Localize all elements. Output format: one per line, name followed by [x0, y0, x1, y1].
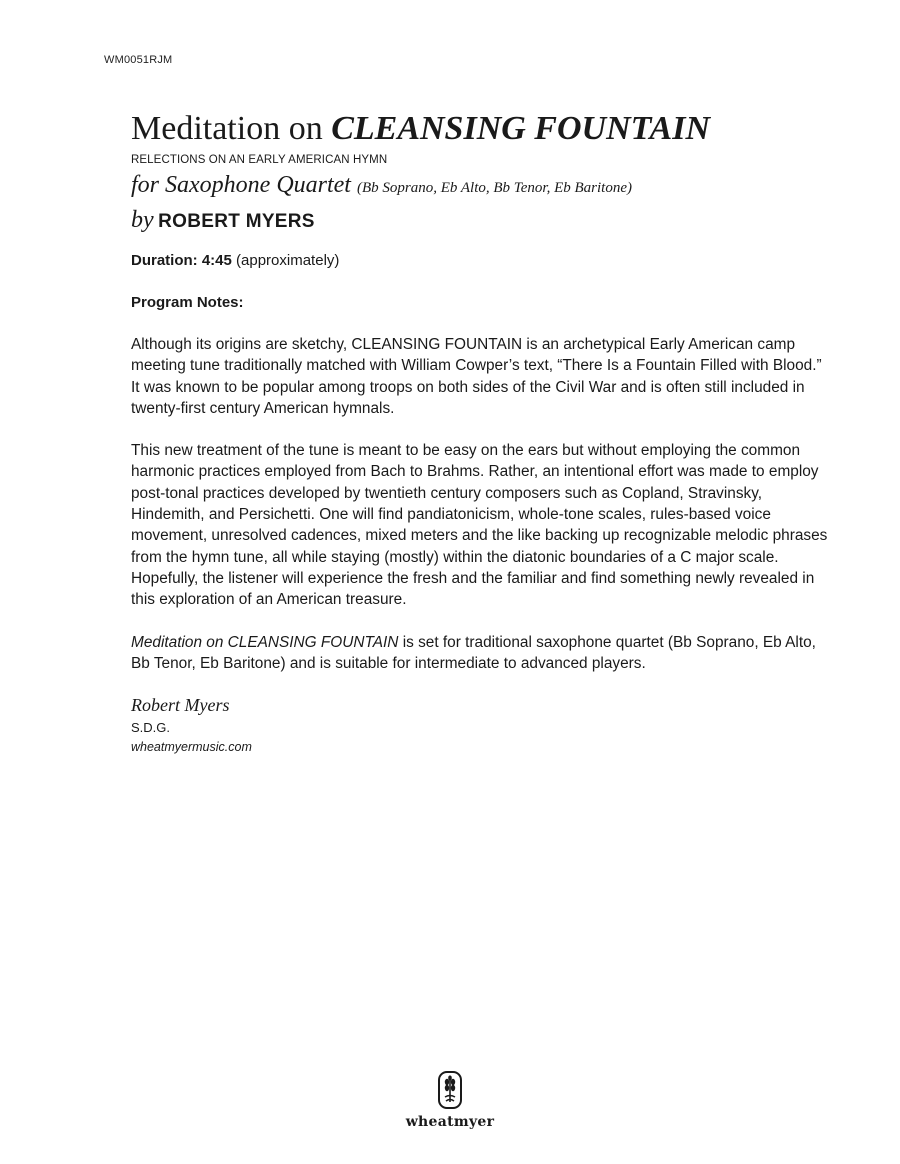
- logo-wordmark: wheatmyer: [405, 1114, 495, 1130]
- program-notes-paragraph-3: [131, 632, 831, 675]
- paragraph-3-work-title: Meditation on CLEANSING FOUNTAIN: [131, 633, 399, 651]
- title-prefix: Meditation on: [131, 110, 332, 147]
- paragraph-3-body: is set for traditional saxophone quartet (Bb Soprano, Eb Alto, Bb Tenor, Eb Baritone) and is suitable for intermediate to advanced players.: [131, 633, 816, 672]
- duration-note: (approximately): [236, 252, 340, 269]
- publisher-logo: [395, 1070, 505, 1130]
- page-title: [131, 108, 831, 150]
- title-emphasis: CLEANSING FOUNTAIN: [331, 110, 711, 147]
- catalog-number: WM0051RJM: [104, 54, 173, 66]
- website-link[interactable]: wheatmyermusic.com: [131, 740, 252, 755]
- content-column: [131, 108, 831, 755]
- instrument-parts: (Bb Soprano, Eb Alto, Bb Tenor, Eb Baritone): [356, 180, 632, 196]
- ensemble-text: for Saxophone Quartet: [131, 172, 351, 198]
- program-notes-paragraph-2: This new treatment of the tune is meant to be easy on the ears but without employing the common harmonic practices employed from Bach to Brahms. Rather, an intentional effort was made to employ post-tonal practices developed by twentieth century composers such as Copland, Stravinsky, Hindemith, and Persichetti. One will find pandiatonicism, whole-tone scales, rules-based voice movement, unresolved cadences, mixed meters and the like backing up recognizable melodic phrases from the hymn tune, all while staying (mostly) within the diatonic boundaries of a C major scale. Hopefully, the listener will experience the fresh and the familiar and find something newly revealed in this exploration of an American treasure.: [131, 442, 828, 609]
- instrumentation-line: [131, 170, 831, 203]
- program-notes-paragraph-1: Although its origins are sketchy, CLEANSING FOUNTAIN is an archetypical Early American camp meeting tune traditionally matched with William Cowper’s text, “There Is a Fountain Filled with Blood.” It was known to be popular among troops on both sides of the Civil War and is often still included in twenty-first century American hymnals.: [131, 336, 822, 417]
- byline: [131, 204, 831, 239]
- duration-line: [131, 251, 831, 271]
- sdg-text: S.D.G.: [131, 720, 171, 736]
- wheat-sheaf-icon: [437, 1070, 463, 1110]
- composer-name: ROBERT MYERS: [158, 211, 315, 232]
- duration-label: Duration: 4:45: [131, 252, 232, 269]
- subtitle: RELECTIONS ON AN EARLY AMERICAN HYMN: [131, 154, 388, 166]
- signature-name: Robert Myers: [131, 695, 230, 716]
- byline-by: by: [131, 207, 154, 233]
- program-notes-heading: Program Notes:: [131, 294, 244, 311]
